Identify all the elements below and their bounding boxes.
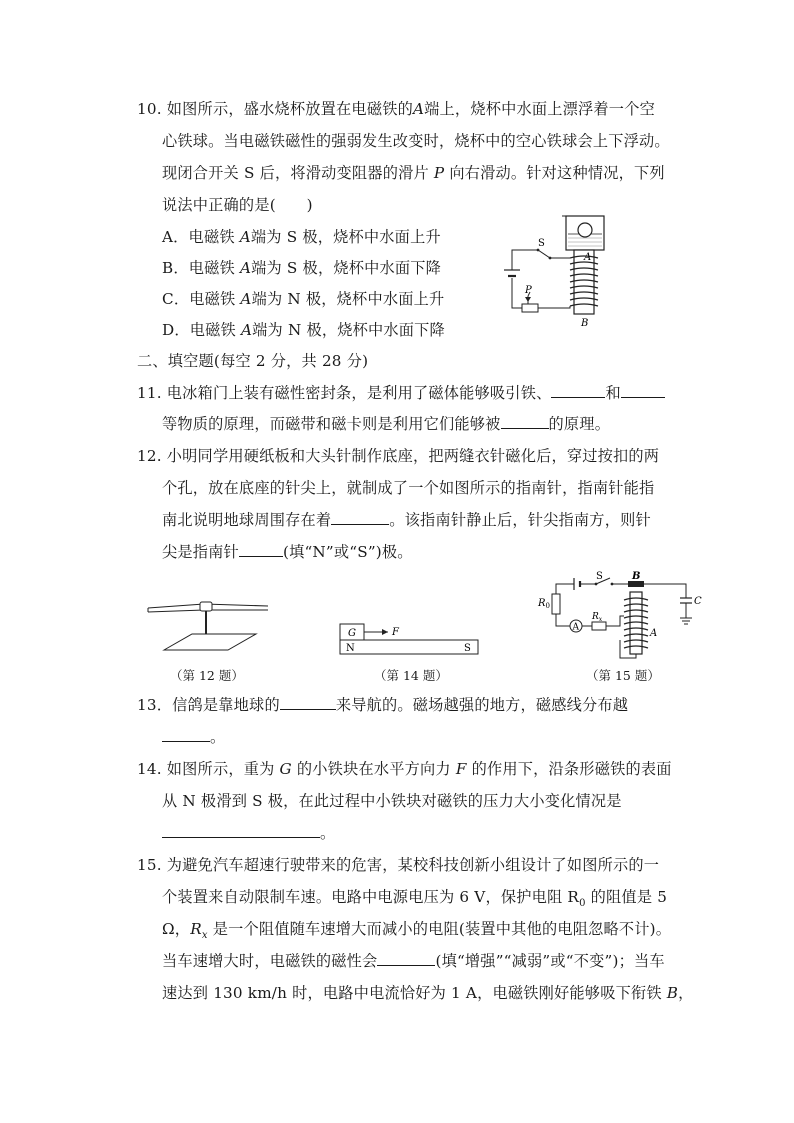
end-b-label: B (581, 318, 589, 329)
end-a-label: A (584, 252, 592, 263)
q11-blank-2[interactable] (621, 383, 665, 398)
electromagnet-core (630, 592, 642, 654)
armature-b-label: B (632, 571, 641, 582)
figure-12-caption: （第 12 题） (170, 668, 244, 683)
section-2-heading: 二、填空题(每空 2 分，共 28 分) (137, 352, 369, 370)
capacitor-c-label: C (694, 596, 702, 607)
iron-ball (578, 223, 592, 237)
q10-line-2: 心铁球。当电磁铁磁性的强弱发生改变时，烧杯中的空心铁球会上下浮动。 (162, 132, 670, 150)
n-pole-label: N (346, 643, 355, 654)
f-label: F (392, 627, 399, 638)
q11-line-1: 11. 电冰箱门上装有磁性密封条，是利用了磁体能够吸引铁、 和 (137, 382, 665, 404)
q11-line-2: 等物质的原理，而磁带和磁卡则是利用它们能够被 的原理。 (162, 415, 611, 433)
q11-blank-1[interactable] (551, 383, 605, 398)
q13-line-2: 。 (162, 726, 225, 748)
q12-line-3: 南北说明地球周围存在着 。该指南针静止后，针尖指南方，则针 (162, 511, 651, 529)
q10-line-4: 说法中正确的是( ) (162, 196, 313, 214)
q10-option-d: D．电磁铁 A端为 N 极，烧杯中水面下降 (162, 321, 445, 339)
q12-compass-figure (144, 594, 272, 656)
q15-blank-1[interactable] (377, 951, 435, 966)
q15-line-4: 当车速增大时，电磁铁的磁性会 (填“增强”“减弱”或“不变”)；当车 (162, 952, 665, 970)
q10-option-b: B．电磁铁 A端为 S 极，烧杯中水面下降 (162, 259, 442, 277)
q15-line-3: Ω，$R_x$ 是一个阻值随车速增大而减小的电阻(装置中其他的电阻忽略不计)。 (162, 920, 672, 942)
q13-line-1: 13．信鸽是靠地球的 来导航的。磁场越强的地方，磁感线分布越 (137, 696, 629, 714)
q15-circuit-figure (536, 570, 706, 660)
resistor-r0 (552, 594, 560, 614)
q14-bar-magnet-figure (338, 620, 480, 658)
q14-line-1: 14. 如图所示，重为 G 的小铁块在水平方向力 F 的作用下，沿条形磁铁的表面 (137, 760, 672, 778)
q14-line-3: 。 (162, 822, 335, 844)
figure-14-caption: （第 14 题） (374, 668, 448, 683)
g-label: G (348, 628, 356, 639)
ammeter-symbol: A (572, 622, 579, 633)
bar-magnet (340, 640, 478, 654)
electromagnet-a-label: A (650, 628, 658, 639)
figure-15-caption: （第 15 题） (586, 668, 660, 683)
q12-blank-2[interactable] (239, 542, 283, 557)
q13-blank-1[interactable] (280, 695, 336, 710)
q14-blank-1[interactable] (162, 823, 320, 838)
q11-blank-3[interactable] (501, 414, 549, 429)
q10-option-a: A．电磁铁 A端为 S 极，烧杯中水面上升 (162, 228, 441, 246)
q10-line-1: 10. 如图所示，盛水烧杯放置在电磁铁的A端上，烧杯中水面上漂浮着一个空 (137, 100, 655, 118)
r0-label: $R_0$ (538, 598, 550, 610)
q14-line-2: 从 N 极滑到 S 极，在此过程中小铁块对磁铁的压力大小变化情况是 (162, 792, 622, 810)
s-pole-label: S (464, 643, 471, 654)
q12-blank-1[interactable] (331, 510, 389, 525)
q13-blank-2[interactable] (162, 727, 210, 742)
q10-line-3: 现闭合开关 S 后，将滑动变阻器的滑片 P 向右滑动。针对这种情况，下列 (162, 164, 665, 182)
resistor-rx (592, 622, 606, 630)
q12-line-4: 尖是指南针 (填“N”或“S”)极。 (162, 543, 413, 561)
q10-electromagnet-figure (498, 212, 618, 332)
snap-button (200, 602, 212, 611)
q10-option-c: C．电磁铁 A端为 N 极，烧杯中水面上升 (162, 290, 445, 308)
slider-p-label: P (525, 285, 532, 296)
q15-line-1: 15. 为避免汽车超速行驶带来的危害，某校科技创新小组设计了如图所示的一 (137, 856, 660, 874)
rheostat (522, 304, 538, 312)
q15-line-2: 个装置来自动限制车速。电路中电源电压为 6 V，保护电阻 $R_0$ 的阻值是 5 (162, 888, 668, 910)
q15-line-5: 速达到 130 km/h 时，电路中电流恰好为 1 A，电磁铁刚好能够吸下衔铁 B， (162, 984, 694, 1002)
q12-line-2: 个孔，放在底座的针尖上，就制成了一个如图所示的指南针，指南针能指 (162, 479, 655, 497)
cardboard-base (164, 634, 256, 650)
switch-label: S (596, 571, 603, 582)
q12-line-1: 12. 小明同学用硬纸板和大头针制作底座，把两缝衣针磁化后，穿过按扣的两 (137, 447, 660, 465)
slider-arrow (525, 297, 531, 302)
switch-label: S (538, 238, 545, 249)
rx-label: $R_x$ (592, 612, 603, 623)
